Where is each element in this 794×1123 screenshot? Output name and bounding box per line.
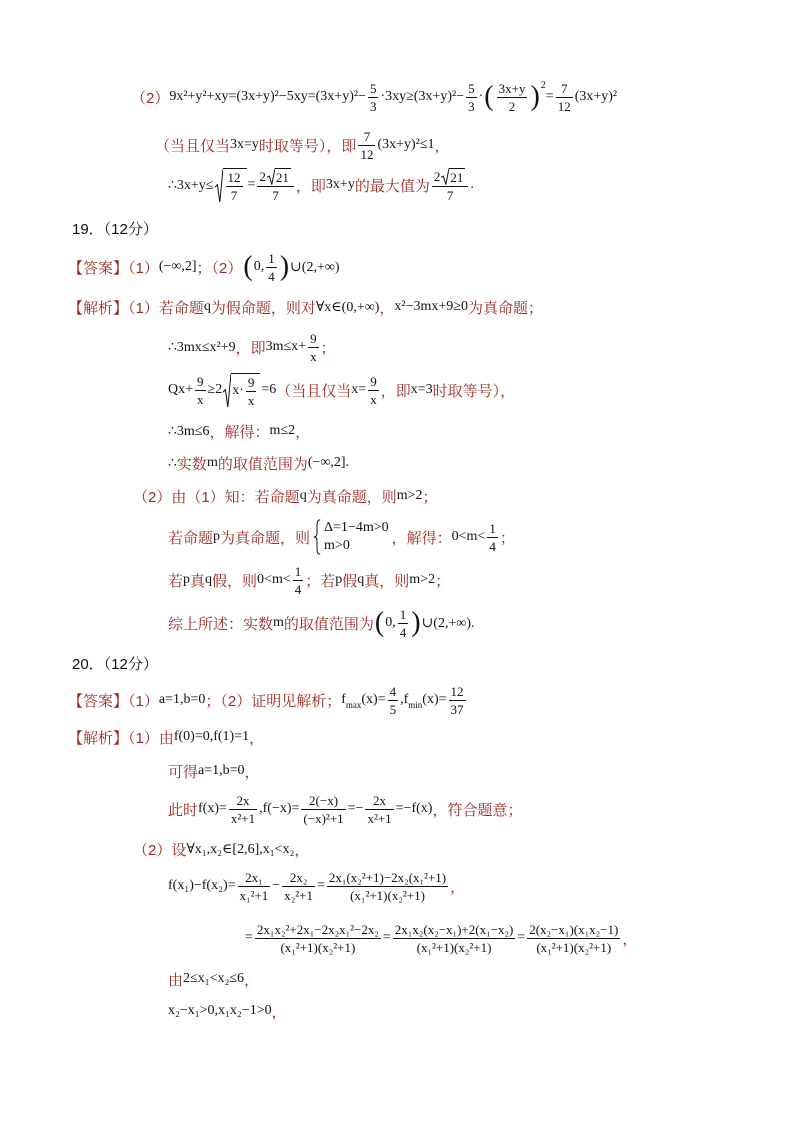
math-expression: 9x²+y²+xy=(3x+y)²−5xy=(3x+y)²− [169, 89, 366, 104]
radical-sign-icon [267, 168, 275, 185]
fraction [266, 251, 277, 284]
label-text: 为真命题，则 [306, 488, 397, 506]
fraction-denominator [301, 810, 345, 826]
fraction-numerator [293, 564, 304, 581]
math-expression: 9 [370, 373, 377, 389]
q19-part2-conclusion [168, 601, 475, 645]
fraction-denominator [246, 392, 257, 408]
label-text: ；（2）证明见解析； [205, 692, 342, 710]
fraction-numerator [497, 81, 528, 98]
fraction-numerator [238, 870, 271, 887]
math-expression: 9 [197, 373, 204, 389]
math-expression: 1 [399, 606, 407, 622]
math-expression: 3x+y [325, 177, 355, 192]
fraction-denominator [466, 98, 477, 114]
math-expression: 12 [360, 146, 374, 162]
fraction-denominator [238, 887, 271, 903]
math-expression: q [357, 572, 365, 587]
fraction-denominator [527, 939, 620, 955]
large-bracket: ) [530, 81, 540, 112]
label-text: ， [249, 729, 265, 747]
fraction-numerator [255, 922, 381, 939]
label-text: 此时 [168, 801, 199, 819]
math-expression: p [335, 572, 343, 587]
label-text: ， [434, 137, 450, 155]
math-expression: 0<m< [451, 529, 486, 544]
fraction-denominator [393, 939, 516, 955]
q19-heading [72, 206, 158, 250]
fraction-denominator [368, 98, 379, 114]
label-text: ， [244, 763, 260, 781]
math-expression: − [272, 878, 281, 893]
large-bracket: ( [484, 81, 494, 112]
fraction-numerator [358, 129, 375, 146]
math-expression: (x)= [422, 692, 447, 707]
fraction-numerator [195, 374, 206, 391]
math-expression: = [545, 89, 554, 104]
math-expression: 2x₁x₂(x₂−x₁)+2(x₁−x₂) [394, 921, 514, 937]
math-expression: 2(x₂−x₁)(x₁x₂−1) [529, 921, 619, 937]
math-expression: =− [347, 801, 364, 816]
fraction-numerator [556, 81, 573, 98]
math-expression: = [245, 930, 253, 945]
label-text: ，解得： [391, 529, 452, 547]
fraction-numerator [365, 793, 393, 810]
fraction [368, 81, 379, 114]
fraction [255, 922, 381, 955]
fraction [238, 870, 271, 903]
label-text: ，即 [235, 339, 266, 357]
math-expression: a=1,b=0 [198, 763, 245, 778]
fraction-numerator [266, 251, 277, 268]
fraction-denominator [308, 348, 319, 364]
label-text: ，符合题意； [432, 801, 523, 819]
math-expression: q [299, 488, 307, 503]
math-expression: m>0 [324, 538, 350, 553]
math-expression: m≤2 [269, 423, 296, 438]
left-brace-icon [313, 519, 321, 555]
radical-sign-icon [223, 373, 231, 408]
math-expression: (−x)²+1 [303, 810, 344, 826]
fraction-denominator [388, 701, 399, 717]
math-expression: 21 [275, 169, 289, 185]
math-expression: f [341, 692, 346, 707]
q20-part2-difference-line [168, 864, 465, 908]
fraction-denominator [358, 146, 375, 162]
math-expression: 0, [385, 615, 396, 630]
equation-system [313, 519, 389, 555]
math-expression: 2 [433, 168, 441, 184]
math-expression: 2x₁(x₂²+1)−2x₂(x₁²+1) [328, 869, 447, 885]
math-expression: 7 [560, 80, 568, 96]
fraction [282, 870, 315, 903]
label-text: 真 [190, 572, 206, 590]
label-text: 若 [168, 572, 184, 590]
math-expression: = [517, 930, 526, 945]
math-expression: 2x₁x₂²+2x₁−2x₂x₁²−2x₂ [256, 921, 379, 937]
fraction-denominator [255, 939, 381, 955]
label-text: 为真命题，则 [220, 529, 311, 547]
fraction-numerator [327, 870, 448, 887]
math-expression: (−∞,2]. [307, 455, 350, 470]
math-expression: 2x [236, 792, 250, 808]
fraction [293, 564, 304, 597]
math-expression: Δ=1−4m>0 [324, 520, 389, 535]
fraction-numerator [432, 168, 469, 187]
math-expression: x [247, 392, 255, 408]
fraction-numerator [527, 922, 620, 939]
label-text: 时取等号），即 [258, 137, 357, 155]
radicand [449, 168, 465, 185]
fraction-denominator [257, 187, 294, 203]
math-expression: m [206, 455, 218, 470]
math-expression: x= [351, 382, 367, 397]
math-expression: 7 [363, 128, 371, 144]
label-text: ； [320, 339, 336, 357]
label-text: ； [499, 529, 515, 547]
math-expression: (x₁²+1)(x₂²+1) [536, 939, 612, 955]
label-text: （当且仅当 [276, 382, 352, 400]
fraction [432, 168, 469, 203]
fraction-numerator [368, 374, 379, 391]
q19-part1-step-2 [168, 368, 515, 412]
label-text: （当且仅当 [155, 137, 231, 155]
heading-text: 19．（12分） [72, 220, 158, 238]
math-expression: q [203, 299, 211, 314]
label-text: 时取等号）， [432, 382, 516, 400]
math-expression: f(x₁)−f(x₂)= [168, 878, 236, 893]
math-expression: (−∞,2] [158, 259, 197, 274]
math-expression: x₂²+1 [284, 887, 313, 903]
label-text: （2）由（1）知：若命题 [133, 488, 300, 506]
fraction [327, 870, 448, 903]
math-expression: 1 [268, 250, 275, 266]
fraction [487, 521, 498, 554]
square-root [441, 168, 465, 185]
math-expression: 7 [446, 187, 454, 203]
prev-part2-equality-condition-line [155, 123, 450, 167]
math-expression: = [247, 177, 256, 192]
square-root [267, 168, 291, 185]
math-expression: 4 [389, 683, 397, 699]
math-expression: =6 [261, 382, 277, 397]
math-expression: (3x+y)² [574, 89, 618, 104]
label-text: ， [622, 930, 638, 948]
fraction [226, 170, 243, 203]
fraction-numerator [466, 81, 477, 98]
radicand [231, 373, 260, 408]
label-text: 【答案】（1） [68, 692, 159, 710]
large-bracket: ( [243, 251, 253, 282]
math-expression: 9 [310, 330, 317, 346]
label-text: ， [450, 878, 466, 896]
fraction-numerator [398, 607, 409, 624]
math-expression: · [478, 89, 484, 104]
math-expression: 0<m< [257, 572, 291, 587]
math-expression: x₂−x₁>0,x₁x₂−1>0 [168, 1003, 272, 1018]
math-expression: 1 [489, 520, 496, 536]
large-bracket: ) [411, 607, 421, 638]
math-expression: 3x=y [230, 137, 259, 152]
math-expression: 2(−x) [309, 792, 339, 808]
math-expression: (3x+y)²≤1 [377, 137, 435, 152]
math-expression: (x₁²+1)(x₂²+1) [350, 887, 425, 903]
label-text: ； [435, 572, 451, 590]
fraction-numerator [487, 521, 498, 538]
label-text: 若命题 [168, 529, 214, 547]
math-expression: 21 [450, 169, 464, 185]
math-expression: 2≤x₁<x₂≤6 [183, 971, 245, 986]
math-expression: ,f [400, 692, 409, 707]
label-text: ；若 [305, 572, 336, 590]
math-expression: ,f(−x)= [259, 801, 300, 816]
math-expression: ≥2 [207, 382, 223, 397]
math-expression: 4 [268, 268, 275, 284]
fraction [556, 81, 573, 114]
fraction-denominator [365, 810, 393, 826]
fraction-denominator [266, 268, 277, 284]
q19-part2-line-2 [168, 515, 515, 559]
label-text: 由 [168, 971, 184, 989]
equation-row [324, 519, 389, 537]
math-expression: f(x)= [198, 801, 227, 816]
math-expression: 7 [272, 187, 279, 203]
fraction-numerator [229, 793, 257, 810]
label-text: （2）设 [133, 841, 187, 859]
q20-part2-difference-continued [245, 916, 637, 960]
label-text: ，解得： [209, 423, 270, 441]
fraction [195, 374, 206, 407]
math-expression: . [470, 177, 474, 192]
fraction-denominator [497, 98, 528, 114]
label-text: 为真命题； [467, 299, 543, 317]
math-expression: 1 [294, 563, 302, 579]
label-text: 的最大值为 [354, 177, 430, 195]
fraction [449, 684, 466, 717]
math-expression: m [273, 615, 284, 630]
label-text: 【答案】（1） [68, 259, 159, 277]
fraction-denominator [398, 624, 409, 640]
large-bracket: ( [374, 607, 385, 638]
fraction-numerator [226, 170, 243, 187]
label-text: 【解析】（1）由 [68, 729, 174, 747]
fraction-numerator [449, 684, 466, 701]
fraction-denominator [327, 887, 448, 903]
math-expression: x [370, 391, 377, 407]
label-text: 真，则 [364, 572, 410, 590]
fraction-numerator [301, 793, 345, 810]
label-text: 为假命题，则对 [210, 299, 316, 317]
fraction [393, 922, 516, 955]
fraction-denominator [229, 810, 257, 826]
math-expression: = [316, 878, 325, 893]
math-expression: 2x₂ [289, 869, 308, 885]
fraction-denominator [282, 887, 315, 903]
fraction-denominator [449, 701, 466, 717]
math-expression: 2 [508, 98, 516, 114]
label-text: ， [294, 841, 310, 859]
math-expression: m>2 [409, 572, 436, 587]
math-expression: f(0)=0,f(1)=1 [173, 729, 250, 744]
fraction [497, 81, 528, 114]
fraction-numerator [246, 375, 257, 392]
label-text: 的取值范围为 [217, 455, 308, 473]
subscript: max [345, 700, 362, 710]
math-expression: (x₁²+1)(x₂²+1) [280, 939, 356, 955]
prev-part2-max-value-line [168, 163, 474, 207]
fraction [398, 607, 409, 640]
label-text: 的取值范围为 [283, 615, 374, 633]
math-expression: 5 [468, 80, 475, 96]
math-expression: m>2 [396, 488, 423, 503]
math-expression: 2x₁ [245, 869, 263, 885]
subscript: min [408, 700, 423, 710]
math-expression: x· [232, 383, 244, 398]
math-expression: 5 [369, 80, 377, 96]
math-expression: ∴3mx≤x²+9 [168, 339, 236, 355]
math-expression: ∀x₁,x₂∈[2,6],x₁<x₂ [186, 841, 295, 857]
fraction [229, 793, 257, 826]
math-expression: ∀x∈(0,+∞) [315, 299, 380, 315]
label-text: 综上所述：实数 [168, 615, 274, 633]
fraction [365, 793, 393, 826]
math-expression: x [197, 391, 204, 407]
math-expression: 3m≤x+ [265, 339, 307, 354]
label-text: ，即 [380, 382, 411, 400]
math-expression: 4 [489, 538, 496, 554]
math-expression: 5 [389, 701, 397, 717]
equation-row [324, 537, 389, 555]
fraction-numerator [282, 870, 315, 887]
math-expression: 7 [230, 187, 238, 203]
label-text: ， [379, 299, 395, 317]
label-text: ， [271, 1003, 287, 1021]
math-expression: x₁²+1 [239, 887, 269, 903]
math-expression: x²−3mx+9≥0 [394, 299, 468, 314]
q19-answer-line [68, 245, 339, 289]
prev-part2-inequality-line [131, 75, 617, 119]
math-expression: 2x [373, 792, 387, 808]
fraction [368, 374, 379, 407]
fraction [358, 129, 375, 162]
math-expression: x²+1 [367, 810, 392, 826]
equation-rows [321, 519, 389, 555]
square-root [215, 168, 247, 203]
radical-sign-icon [441, 168, 449, 185]
fraction [257, 168, 294, 203]
heading-text: 20．（12分） [72, 655, 158, 673]
math-expression: 12 [557, 98, 571, 114]
label-text: 假 [342, 572, 358, 590]
label-text: 【解析】（1）若命题 [68, 299, 204, 317]
math-expression: q [205, 572, 213, 587]
label-text: 可得 [168, 763, 199, 781]
label-text: ； [422, 488, 438, 506]
math-expression: x²+1 [230, 810, 256, 826]
label-text: （2） [131, 89, 170, 107]
fraction-denominator [556, 98, 573, 114]
fraction-denominator [432, 187, 469, 203]
fraction-denominator [226, 187, 243, 203]
math-expression: 12 [227, 169, 241, 185]
math-expression: 4 [399, 624, 407, 640]
q19-part2-line-1 [133, 474, 438, 518]
radical-sign-icon [215, 168, 223, 203]
fraction-numerator [308, 331, 319, 348]
math-expression: 9 [247, 374, 255, 390]
label-text: ；（2） [196, 259, 243, 277]
fraction [246, 375, 257, 408]
math-expression: = [382, 930, 391, 945]
radicand [275, 168, 291, 185]
math-expression: ∪(2,+∞) [290, 259, 340, 275]
fraction-denominator [293, 581, 304, 597]
q20-part2-sign-line [168, 989, 287, 1033]
superscript: 2 [540, 79, 546, 91]
fraction-numerator [388, 684, 399, 701]
label-text: ，即 [295, 177, 326, 195]
large-bracket: ) [279, 251, 290, 282]
math-expression: ∪(2,+∞). [421, 615, 475, 631]
fraction-numerator [257, 168, 294, 187]
fraction [388, 684, 399, 717]
fraction-numerator [393, 922, 516, 939]
math-expression: ∴3m≤6 [168, 423, 210, 439]
fraction [527, 922, 620, 955]
math-expression: 2 [259, 168, 266, 184]
square-root [223, 373, 260, 408]
fraction [466, 81, 477, 114]
math-expression: 0, [253, 259, 265, 274]
math-expression: 3 [369, 98, 377, 114]
fraction-numerator [368, 81, 379, 98]
fraction-denominator [195, 391, 206, 407]
math-expression: (x)= [361, 692, 386, 707]
math-expression: 3x+y [498, 80, 526, 96]
math-expression: (x₁²+1)(x₂²+1) [416, 939, 492, 955]
math-expression: 12 [450, 683, 464, 699]
fraction-denominator [368, 391, 379, 407]
q19-part2-line-3 [168, 558, 450, 602]
math-expression: ∴3x+y≤ [168, 177, 214, 193]
q19-analysis-part1-line [68, 285, 543, 329]
math-expression: =−f(x) [395, 801, 433, 816]
fraction [308, 331, 319, 364]
radicand [223, 168, 247, 203]
math-expression: x [310, 348, 317, 364]
math-expression: p [183, 572, 191, 587]
fraction [301, 793, 345, 826]
q20-part1-step-2 [168, 787, 522, 831]
label-text: 实数 [176, 455, 207, 473]
math-expression: x=3 [410, 382, 433, 397]
math-expression: 3 [468, 98, 475, 114]
label-text: 假，则 [212, 572, 258, 590]
math-expression: Qx+ [168, 382, 194, 397]
math-expression: 4 [294, 581, 302, 597]
q19-part1-step-1 [168, 325, 336, 369]
fraction-denominator [487, 538, 498, 554]
math-expression: a=1,b=0 [158, 692, 206, 707]
label-text: ， [295, 423, 311, 441]
label-text: ， [244, 971, 260, 989]
math-expression: ∴ [168, 455, 177, 471]
math-expression: 37 [450, 701, 464, 717]
math-expression: ·3xy≥(3x+y)²− [380, 89, 465, 104]
math-expression: p [213, 529, 221, 544]
